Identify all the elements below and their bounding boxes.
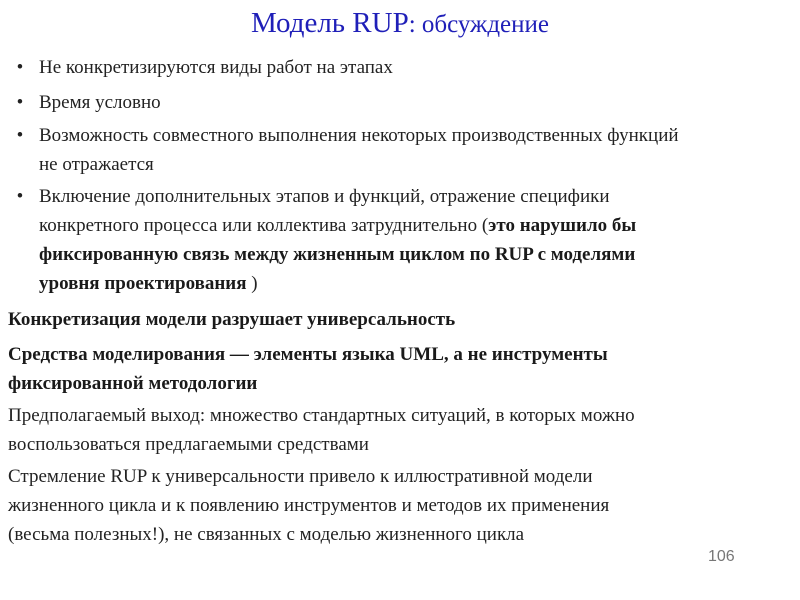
bullet-text: Время условно	[39, 92, 161, 113]
paragraph	[8, 401, 800, 459]
bullet-text: Включение дополнительных этапов и функций, отражение специфики	[39, 186, 610, 207]
bullet-text: не отражается	[39, 154, 154, 175]
statement-paragraph	[8, 305, 800, 334]
paragraph-text: жизненного цикла и к появлению инструментов и методов их применения	[8, 495, 610, 516]
bullet-text: Возможность совместного выполнения некоторых производственных функций	[39, 125, 679, 146]
bullet-item	[8, 182, 800, 298]
bullet-bold-text: уровня проектирования	[39, 273, 247, 294]
page-number: 106	[708, 548, 735, 565]
bullet-text: Не конкретизируются виды работ на этапах	[39, 57, 393, 78]
bullet-item	[8, 53, 800, 82]
title-main: Модель RUP	[250, 7, 409, 39]
paragraph-text: Предполагаемый выход: множество стандартных ситуаций, в которых можно	[8, 405, 635, 426]
statement-text: фиксированной методологии	[8, 373, 258, 394]
bullet-item	[8, 88, 800, 117]
paragraph-text: Стремление RUP к универсальности привело к иллюстративной модели	[8, 466, 593, 487]
bullet-marker: •	[16, 186, 24, 207]
bullet-marker: •	[16, 57, 24, 78]
bullet-bold-text: это нарушило бы	[488, 215, 637, 236]
bullet-marker: •	[16, 92, 24, 113]
bullet-text: )	[246, 273, 258, 294]
title-rest: : обсуждение	[408, 11, 549, 38]
slide-title	[0, 5, 800, 43]
bullet-text: конкретного процесса или коллектива затруднительно (	[39, 215, 489, 236]
bullet-bold-text: фиксированную связь между жизненным циклом по RUP с моделями	[39, 244, 636, 265]
paragraph	[8, 462, 800, 549]
paragraph-text: (весьма полезных!), не связанных с моделью жизненного цикла	[8, 524, 525, 545]
bullet-item	[8, 121, 800, 179]
statement-paragraph	[8, 340, 800, 398]
statement-text: Конкретизация модели разрушает универсальность	[8, 309, 456, 330]
statement-text: Средства моделирования — элементы языка UML, а не инструменты	[8, 344, 608, 365]
bullet-marker: •	[16, 125, 24, 146]
paragraph-text: воспользоваться предлагаемыми средствами	[8, 434, 369, 455]
